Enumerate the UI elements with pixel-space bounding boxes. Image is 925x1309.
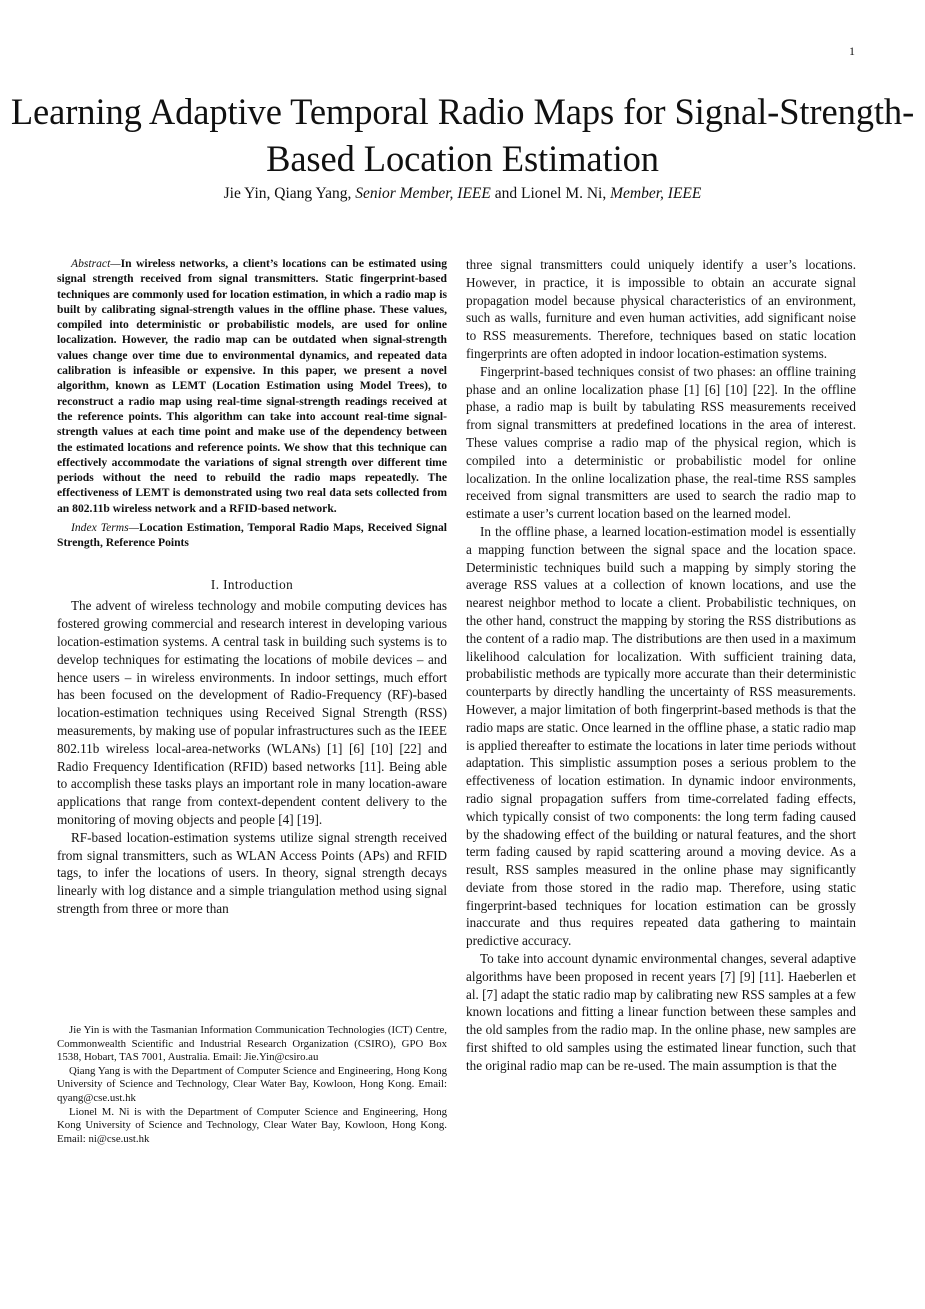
abstract	[57, 256, 447, 516]
body-paragraph: three signal transmitters could uniquely identify a user’s locations. However, in practice, it is impossible to obtain an accurate signal propagation model because physical characteristics of an environment, such as walls, furniture and even human activities, add significant noise to RSS measurements. Therefore, techniques based on static location fingerprints are often adopted in indoor location-estimation systems.	[466, 257, 856, 361]
page-number: 1	[849, 44, 855, 58]
abstract-text: In wireless networks, a client’s locations can be estimated using signal strength received from signal transmitters. Static fingerprint-based techniques are commonly used for location estimation, in which a radio map is built by calibrating signal-strength values in the offline phase. These values, compiled into deterministic or probabilistic models, are used for online localization. However, the radio map can be outdated when signal-strength values change over time due to environmental dynamics, and repeated data calibration is infeasible or expensive. In this paper, we present a novel algorithm, known as LEMT (Location Estimation using Model Trees), to reconstruct a radio map using real-time signal-strength readings received at the reference points. This algorithm can take into account real-time signal-strength values at each time point and make use of the dependency between the estimated locations and reference points. We show that this technique can effectively accommodate the variations of signal strength over different time periods without the need to rebuild the radio maps repeatedly. The effectiveness of LEMT is demonstrated using two real data sets collected from an 802.11b wireless network and a RFID-based network.	[57, 257, 447, 515]
author-footnotes	[57, 1024, 447, 1146]
author-names-1: Jie Yin, Qiang Yang,	[223, 185, 356, 202]
index-terms-text: Location Estimation, Temporal Radio Maps, Received Signal Strength, Reference Points	[57, 521, 447, 550]
intro-paragraph: The advent of wireless technology and mobile computing devices has fostered growing commercial and research interest in developing various location-estimation systems. A central task in building such systems is to develop techniques for estimating the locations of mobile devices – and hence users – in wireless environments. In indoor settings, much effort has been focused on the development of Radio-Frequency (RF)-based location-estimation techniques using Received Signal Strength (RSS) measurements, by making use of popular infrastructures such as the IEEE 802.11b wireless local-area-networks (WLANs) [1] [6] [10] [22] and Radio Frequency Identification (RFID) based networks [11]. Being able to accomplish these tasks plays an important role in many location-aware applications that range from context-dependent content delivery to the monitoring of moving objects and people [4] [19].	[57, 598, 447, 827]
author-role-2: Member, IEEE	[610, 185, 702, 202]
right-column	[466, 256, 856, 1075]
intro-paragraph: RF-based location-estimation systems utilize signal strength received from signal transmitters, such as WLAN Access Points (APs) and RFID tags, to infer the locations of users. In theory, signal strength decays linearly with log distance and a simple triangulation method using signal strength from three or more than	[57, 829, 447, 916]
author-names-2: and Lionel M. Ni,	[490, 185, 611, 202]
index-terms	[57, 520, 447, 551]
left-column	[57, 256, 447, 918]
body-paragraph: In the offline phase, a learned location-estimation model is essentially a mapping function between the signal space and the location space. Deterministic techniques build such a mapping by simply storing the average RSS values at a collection of known locations, and use the nearest neighbor method to locate a client. Probabilistic techniques, on the other hand, construct the mapping by storing the RSS distributions as the content of a radio map. The distributions are then used in a maximum likelihood calculation for localization. With sufficient training data, probabilistic methods are typically more accurate than their deterministic counterparts by directly handling the uncertainty of RSS measurements. However, a major limitation of both fingerprint-based methods is that the radio maps are static. Once learned in the offline phase, a static radio map is applied thereafter to estimate the locations in later time periods without adaptation. This simplistic assumption poses a serious problem to the effectiveness of location estimation. In dynamic indoor environments, radio signal propagation suffers from time-correlated fading effects, which typically consist of two components: the long term fading caused by the shadowing effect of the building or natural features, and the short term fading caused by rapid scattering around a moving device. As a result, RSS samples measured in the online phase may significantly deviate from those stored in the radio map. Therefore, using static fingerprint-based techniques for location estimation can be grossly inaccurate and thus requires repeated data gathering to maintain predictive accuracy.	[466, 523, 856, 949]
body-paragraph: Fingerprint-based techniques consist of two phases: an offline training phase and an online localization phase [1] [6] [10] [22]. In the offline phase, a radio map is built by tabulating RSS measurements received from signal transmitters at predefined locations in the area of interest. These values comprise a radio map of the physical region, which is compiled into a deterministic or probabilistic model for online localization. In the online localization phase, the real-time RSS samples received from signal transmitters are used to search the radio map to estimate a user’s current location based on the learned model.	[466, 363, 856, 522]
body-paragraph: To take into account dynamic environmental changes, several adaptive algorithms have been proposed in recent years [7] [9] [11]. Haeberlen et al. [7] adapt the static radio map by calibrating new RSS samples at a few known locations and fitting a linear function between these samples and the old samples from the radio map. In the online phase, new samples are first shifted to old samples using the estimated linear function, such that the original radio map can be re-used. The main assumption is that the	[466, 951, 856, 1073]
paper-title: Learning Adaptive Temporal Radio Maps for Signal-Strength-Based Location Estimation	[10, 91, 915, 179]
index-terms-lead: Index Terms—	[71, 521, 139, 535]
footnote: Qiang Yang is with the Department of Computer Science and Engineering, Hong Kong University of Science and Technology, Clear Water Bay, Kowloon, Hong Kong. Email: qyang@cse.ust.hk	[57, 1064, 447, 1104]
author-line	[0, 184, 925, 204]
footnote: Jie Yin is with the Tasmanian Information Communication Technologies (ICT) Centre, Commonwealth Scientific and Industrial Research Organization (CSIRO), GPO Box 1538, Hobart, TAS 7001, Australia. Email: Jie.Yin@csiro.au	[57, 1024, 447, 1064]
section-heading: I. Introduction	[210, 576, 294, 592]
abstract-lead: Abstract—	[71, 257, 121, 270]
footnote: Lionel M. Ni is with the Department of Computer Science and Engineering, Hong Kong University of Science and Technology, Clear Water Bay, Kowloon, Hong Kong. Email: ni@cse.ust.hk	[57, 1105, 447, 1145]
author-role-1: Senior Member, IEEE	[355, 185, 491, 202]
